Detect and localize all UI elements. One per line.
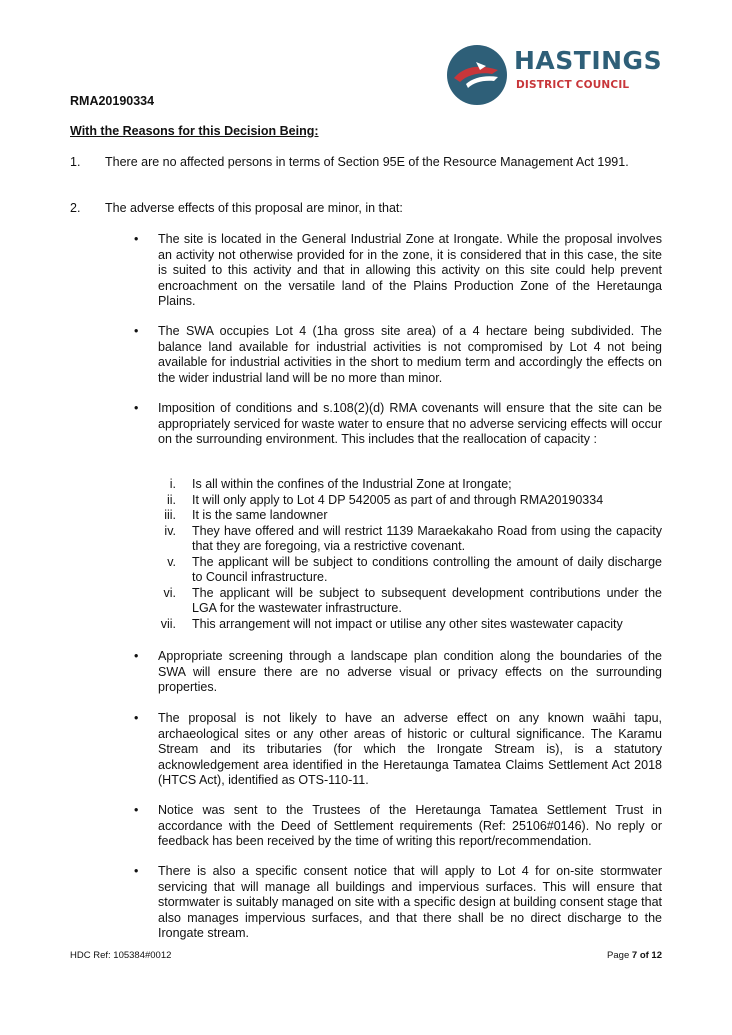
bullet-text: Notice was sent to the Trustees of the Heretaunga Tamatea Settlement Trust in accordance with the Deed of Settlement requirements (Ref: 25106#0146). No reply or feedback has been received by the time of writing this report/recommendation. (158, 803, 662, 848)
current-page: 7 (631, 950, 638, 961)
item-number: 1. (70, 155, 81, 169)
list-item-text: The applicant will be subject to subsequent development contributions under the LGA for the wastewater infrastructure. (192, 585, 662, 615)
bullet-text: The proposal is not likely to have an adverse effect on any known waāhi tapu, archaeological sites or any other areas of historic or cultural significance. The Karamu Stream and its tributaries (for which the Irongate Stream is), is a statutory acknowledgement area identified in the Heretaunga Tamatea Claims Settlement Act 2018 (HTCS Act), identified as OTS-110-11. (158, 711, 662, 787)
bullet-icon: • (134, 232, 139, 246)
page-number (607, 950, 662, 961)
bullet-text: The site is located in the General Industrial Zone at Irongate. While the proposal involves an activity not otherwise provided for in the zone, it is considered that in this case, the site is suited to this activity and that in allowing this activity on this site could help prevent encroachment on the versatile land of the Plains Production Zone of the Heretaunga Plains. (158, 232, 662, 308)
logo-subtitle: DISTRICT COUNCIL (516, 79, 630, 91)
list-item-number: i. (169, 477, 176, 491)
numbered-item-2 (70, 201, 664, 217)
bullet-text: There is also a specific consent notice that will apply to Lot 4 for on-site stormwater servicing that will manage all buildings and impervious surfaces. This will ensure that stormwater is suitably managed on site with a specific design at building consent stage that also manages impervious surfaces, and that there shall be no direct discharge to the Irongate stream. (158, 864, 662, 940)
list-item-number: iv. (164, 523, 176, 538)
section-heading: With the Reasons for this Decision Being: (70, 124, 319, 138)
bullet-text: Appropriate screening through a landscape plan condition along the boundaries of the SWA will ensure there are no adverse visual or privacy effects on the surrounding properties. (158, 649, 662, 694)
list-item-text: It is the same landowner (192, 508, 328, 522)
list-item (146, 617, 662, 633)
bullet-icon: • (134, 711, 139, 725)
list-item-number: iii. (164, 508, 176, 522)
list-item (146, 493, 662, 509)
list-item-number: vii. (160, 616, 176, 631)
list-item-number: ii. (166, 492, 176, 507)
bullet-item-5 (134, 711, 662, 789)
list-item-text: They have offered and will restrict 1139 Maraekakaho Road from using the capacity that they are foregoing, via a restrictive covenant. (192, 523, 662, 553)
footer-reference: HDC Ref: 105384#0012 (70, 950, 172, 961)
bullet-icon: • (134, 864, 139, 878)
list-item (146, 508, 662, 524)
reference-number: RMA20190334 (70, 94, 155, 108)
item-number: 2. (70, 201, 81, 215)
capacity-conditions-list (146, 477, 662, 632)
bullet-text: Imposition of conditions and s.108(2)(d) RMA covenants will ensure that the site can be appropriately serviced for waste water to ensure that no adverse servicing effects will occur on the surrounding environment. This includes that the reallocation of capacity : (158, 401, 662, 446)
bullet-item-1 (134, 232, 662, 310)
bullet-text: The SWA occupies Lot 4 (1ha gross site area) of a 4 hectare being subdivided. The balance land available for industrial activities is not compromised by Lot 4 not being available for industrial activities in the short to medium term and accordingly the effects on the wider industrial land will be no more than minor. (158, 324, 662, 385)
numbered-item-1 (70, 155, 664, 171)
bullet-item-2 (134, 324, 662, 386)
list-item-number: v. (167, 554, 176, 569)
list-item (146, 586, 662, 617)
list-item-text: Is all within the confines of the Industrial Zone at Irongate; (192, 477, 512, 491)
list-item (146, 477, 662, 493)
council-logo (446, 44, 663, 106)
bullet-icon: • (134, 649, 139, 663)
page-label: Page (607, 950, 630, 961)
bullet-icon: • (134, 803, 139, 817)
bullet-item-3 (134, 401, 662, 448)
bullet-item-6 (134, 803, 662, 850)
list-item (146, 555, 662, 586)
list-item (146, 524, 662, 555)
item-text: There are no affected persons in terms of Section 95E of the Resource Management Act 1991. (105, 155, 629, 169)
bullet-item-7 (134, 864, 662, 942)
total-pages: 12 (651, 950, 662, 961)
logo-title: HASTINGS (514, 46, 663, 75)
list-item-number: vi. (163, 585, 176, 600)
list-item-text: This arrangement will not impact or utilise any other sites wastewater capacity (192, 616, 623, 631)
of-label: of (639, 950, 649, 961)
bullet-item-4 (134, 649, 662, 696)
item-text: The adverse effects of this proposal are minor, in that: (105, 201, 403, 215)
hastings-logo-icon (446, 44, 508, 106)
bullet-icon: • (134, 401, 139, 415)
bullet-icon: • (134, 324, 139, 338)
list-item-text: The applicant will be subject to conditions controlling the amount of daily discharge to Council infrastructure. (192, 554, 662, 584)
list-item-text: It will only apply to Lot 4 DP 542005 as part of and through RMA20190334 (192, 492, 604, 507)
